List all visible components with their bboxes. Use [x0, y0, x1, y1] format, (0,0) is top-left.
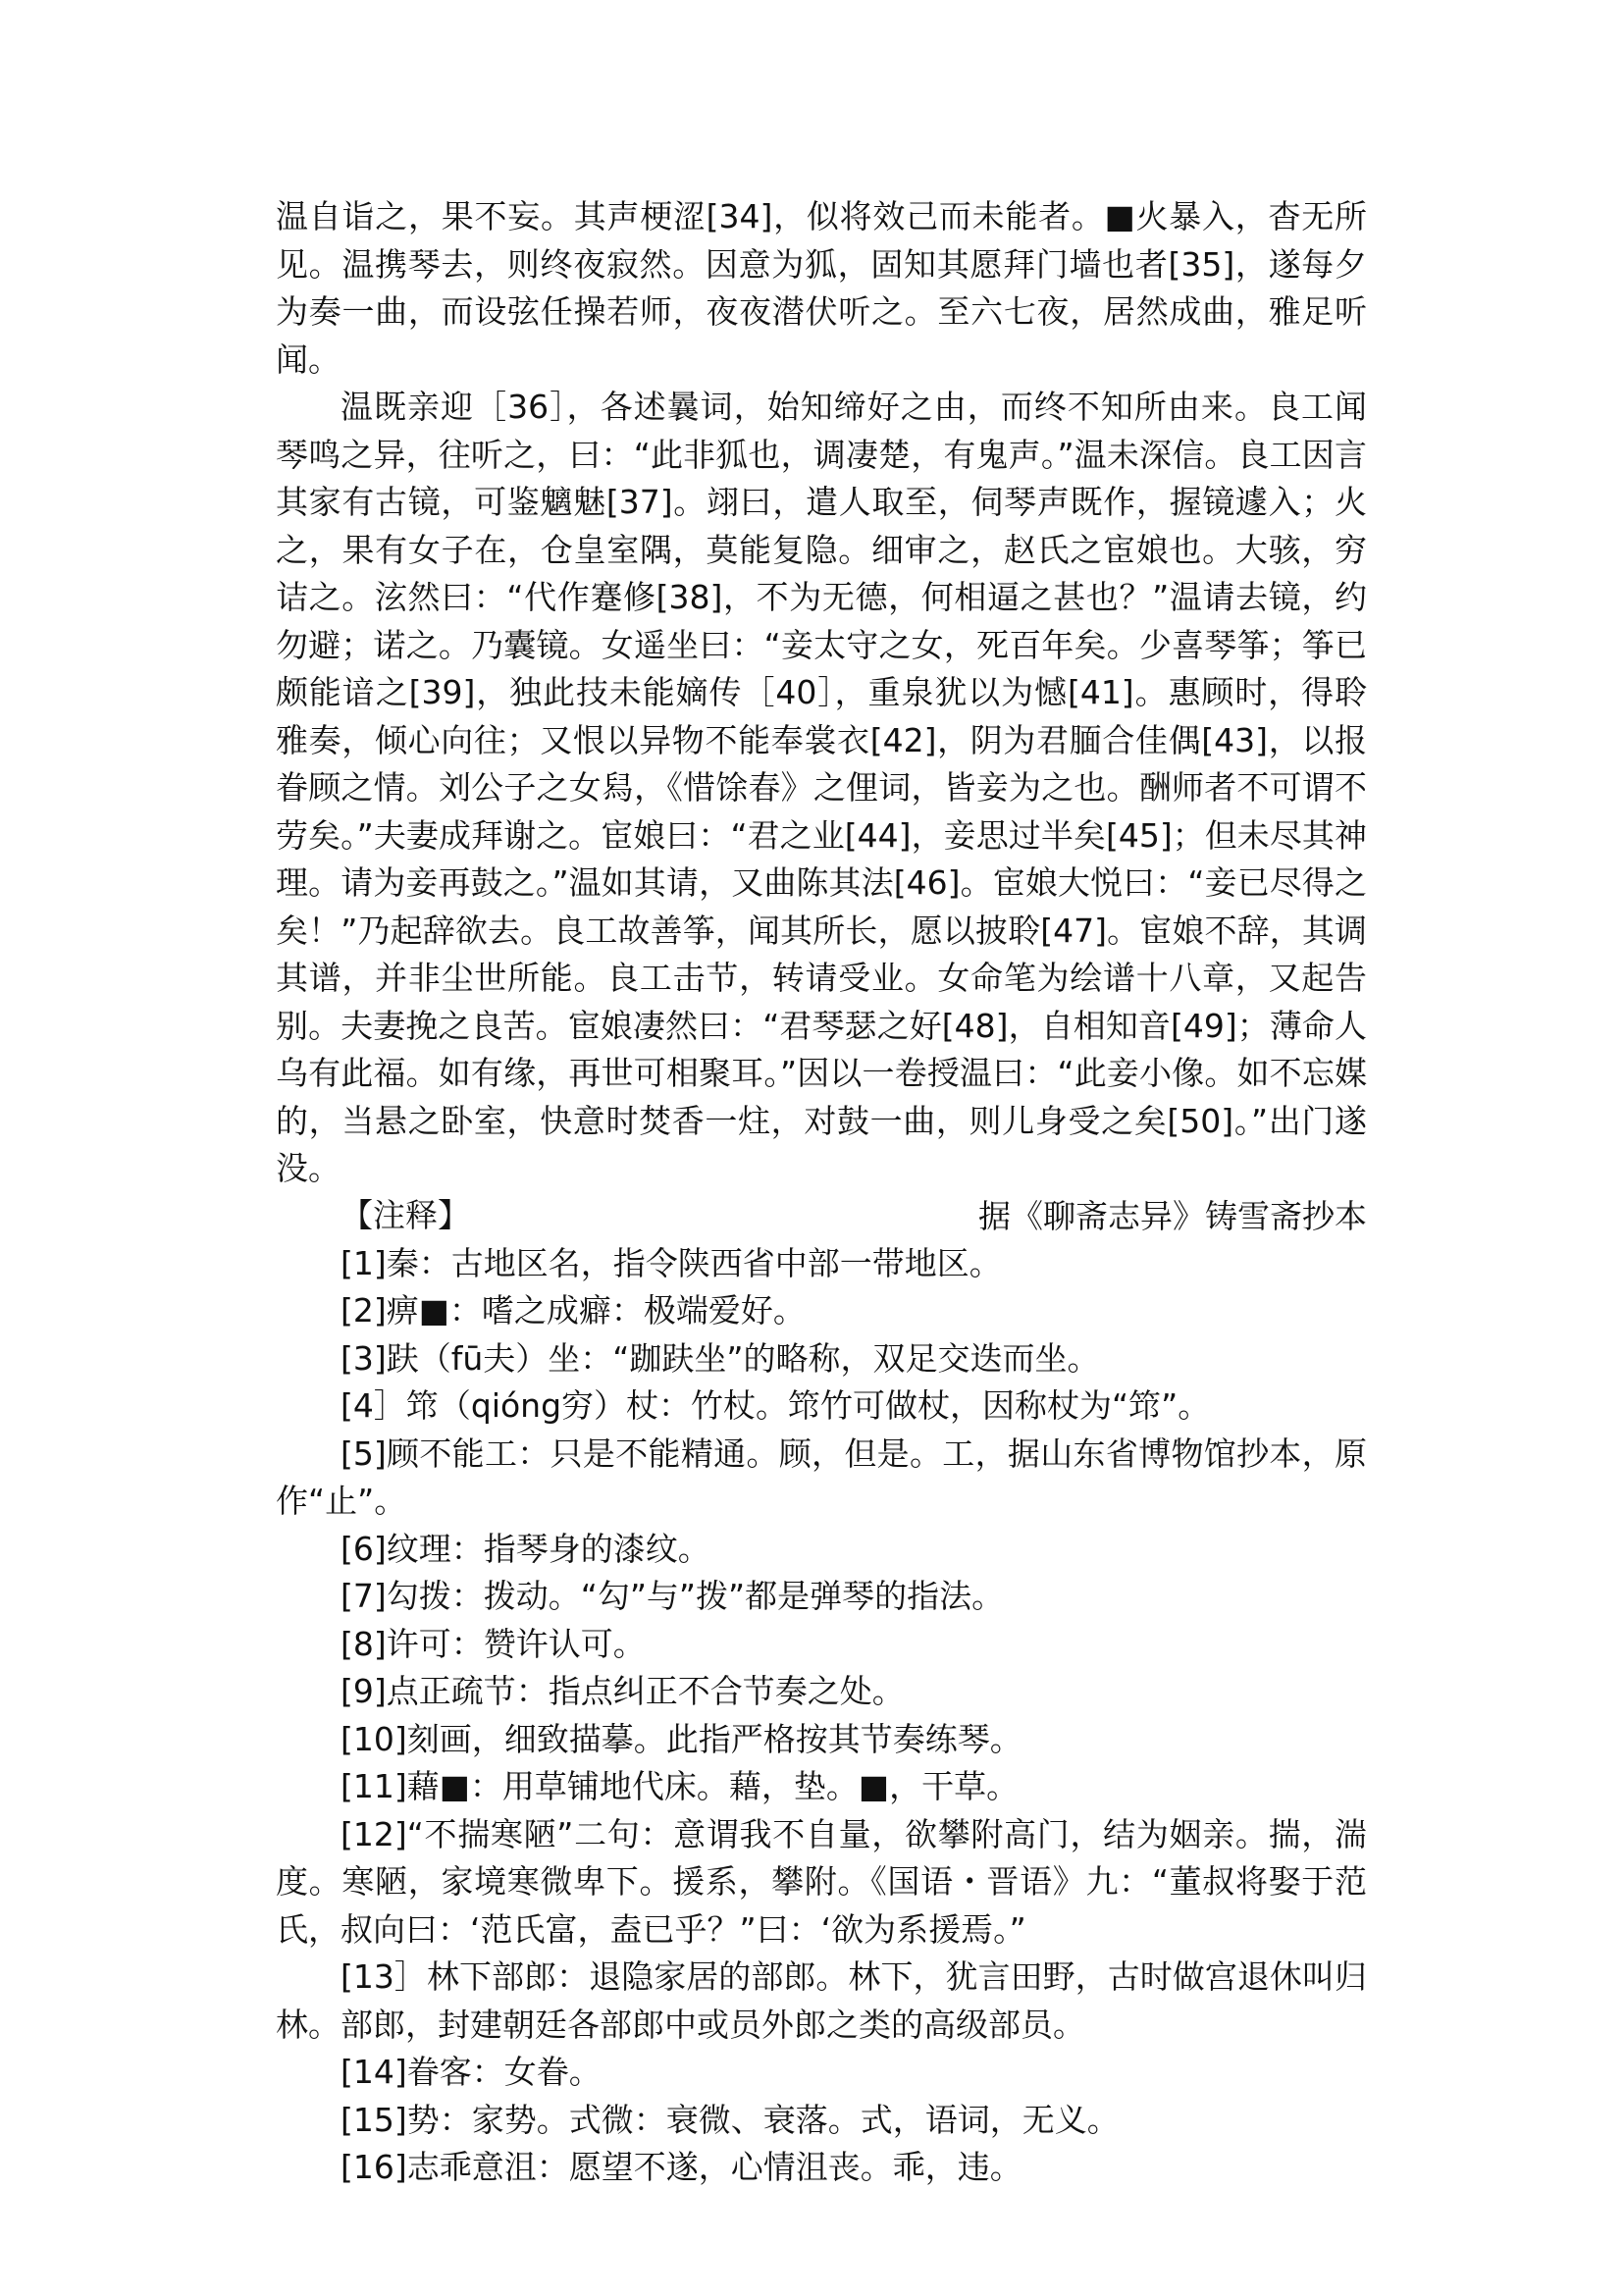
note-item: [2]痹■：嗜之成癖：极端爱好。 — [341, 1291, 806, 1329]
notes-section — [276, 1192, 1367, 2192]
note-item: [10]刻画，细致描摹。此指严格按其节奏练琴。 — [341, 1719, 1022, 1758]
note-item: [3]趺（fū夫）坐：“跏趺坐”的略称，双足交迭而坐。 — [341, 1338, 1100, 1378]
note-item: [13］林下部郎：退隐家居的部郎。林下，犹言田野，古时做宫退休叫归林。部郎，封建朝廷各部郎中或员外郎之类的高级部员。 — [276, 1957, 1367, 2044]
note-item: [15]势：家势。式微：衰微、衰落。式，语词，无义。 — [341, 2100, 1120, 2139]
note-item: [7]勾拨：拨动。“勾”与”拨”都是弹琴的指法。 — [341, 1577, 1005, 1615]
source-attribution: 据《聊斋志异》铸雪斋抄本 — [978, 1196, 1367, 1235]
note-item: [14]眷客：女眷。 — [341, 2053, 602, 2091]
note-item: [1]秦：古地区名，指令陕西省中部一带地区。 — [341, 1243, 1002, 1282]
note-item: [12]“不揣寒陋”二句：意谓我不自量，欲攀附高门，结为姻亲。揣，湍度。寒陋，家境寒微卑下。援系，攀附。《国语・晋语》九：“董叔将娶于范氏，叔向曰：‘范氏富，盍已乎？”曰：‘欲为系援焉。” — [276, 1814, 1367, 1949]
note-item: [5]顾不能工：只是不能精通。顾，但是。工，据山东省博物馆抄本，原作“止”。 — [276, 1434, 1367, 1520]
note-item: [11]藉■：用草铺地代床。藉，垫。■，干草。 — [341, 1767, 1020, 1805]
note-item: [4］筇（qióng穷）杖：竹杖。筇竹可做杖，因称杖为“筇”。 — [341, 1386, 1211, 1425]
note-item: [9]点正疏节：指点纠正不合节奏之处。 — [341, 1672, 905, 1710]
notes-heading: 【注释】 — [341, 1196, 470, 1234]
story-paragraph-1: 温自诣之，果不妄。其声梗涩[34]，似将效己而未能者。■火暴入，杳无所见。温携琴去，则终夜寂然。因意为狐，固知其愿拜门墙也者[35]，遂每夕为奏一曲，而设弦任操若师，夜夜潜伏听之。至六七夜，居然成曲，雅足听闻。 — [276, 197, 1367, 379]
note-item: [16]志乖意沮：愿望不遂，心情沮丧。乖，违。 — [341, 2148, 1022, 2186]
note-item: [8]许可：赞许认可。 — [341, 1624, 646, 1663]
story-paragraph-2: 温既亲迎［36］，各述曩词，始知缔好之由，而终不知所由来。良工闻琴鸣之异，往听之，曰：“此非狐也，调凄楚，有鬼声。”温未深信。良工因言其家有古镜，可鉴魑魅[37]。翊曰，遣人取至，伺琴声既作，握镜遽入；火之，果有女子在，仓皇室隅，莫能复隐。细审之，赵氏之宦娘也。大骇，穷诘之。泫然曰：“代作蹇修[38]，不为无德，何相逼之甚也？”温请去镜，约勿避；诺之。乃囊镜。女遥坐曰：“妾太守之女，死百年矣。少喜琴筝；筝已颇能谙之[39]，独此技未能嫡传［40］，重泉犹以为憾[41]。惠顾时，得聆雅奏，倾心向往；又恨以异物不能奉裳衣[42]，阴为君腼合佳偶[43]，以报眷顾之情。刘公子之女舄，《惜馀春》之俚词，皆妾为之也。酬师者不可谓不劳矣。”夫妻成拜谢之。宦娘曰：“君之业[44]，妾思过半矣[45]；但未尽其神理。请为妾再鼓之。”温如其请，又曲陈其法[46]。宦娘大悦曰：“妾已尽得之矣！”乃起辞欲去。良工故善筝，闻其所长，愿以披聆[47]。宦娘不辞，其调其谱，并非尘世所能。良工击节，转请受业。女命笔为绘谱十八章，又起告别。夫妻挽之良苦。宦娘凄然曰：“君琴瑟之好[48]，自相知音[49]；薄命人乌有此福。如有缘，再世可相聚耳。”因以一卷授温曰：“此妾小像。如不忘媒的，当悬之卧室，快意时焚香一炷，对鼓一曲，则儿身受之矣[50]。”出门遂没。 — [276, 388, 1367, 1187]
story-body — [276, 193, 1367, 1240]
note-item: [6]纹理：指琴身的漆纹。 — [341, 1529, 710, 1568]
